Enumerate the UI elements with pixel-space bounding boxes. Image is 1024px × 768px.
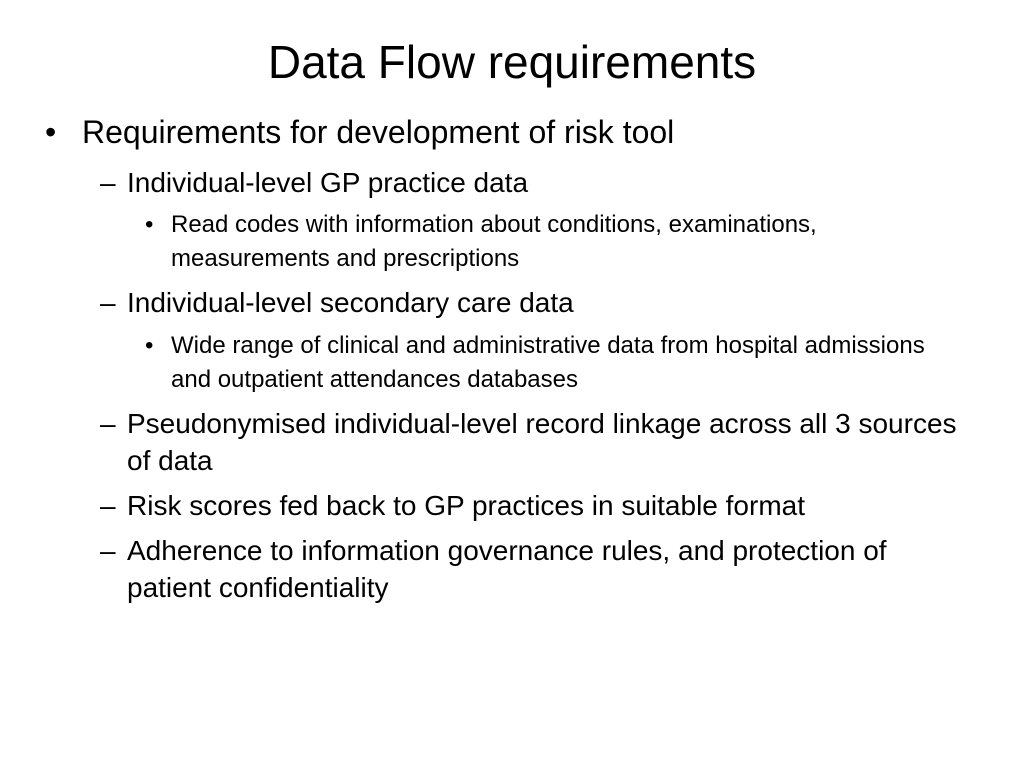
slide-title: Data Flow requirements — [267, 36, 757, 88]
outline-item-level-2 — [100, 405, 1024, 479]
outline-item-text: Risk scores fed back to GP practices in suitable format — [127, 489, 805, 521]
dash-marker: – — [100, 407, 116, 439]
outline-item-level-3 — [145, 208, 1024, 276]
outline-item-level-2 — [100, 284, 1024, 321]
outline-item-text: Adherence to information governance rules, and protection of patient confidentiality — [127, 534, 887, 603]
outline-item-level-2 — [100, 164, 1024, 201]
bullet-marker: • — [145, 211, 154, 238]
dash-marker: – — [100, 166, 116, 198]
outline-item-level-2 — [100, 532, 1024, 606]
bullet-marker: • — [145, 331, 154, 359]
dash-marker: – — [100, 534, 116, 566]
outline-item-text: Read codes with information about conditions, examinations, measurements and prescriptions — [171, 211, 817, 272]
outline-item-level-1 — [45, 112, 1024, 152]
outline-list — [0, 112, 1024, 606]
outline-item-level-2 — [100, 487, 1024, 524]
outline-item-text: Requirements for development of risk tool — [82, 114, 675, 150]
dash-marker: – — [100, 287, 116, 318]
dash-marker: – — [100, 489, 116, 521]
bullet-marker: • — [45, 114, 57, 150]
outline-item-text: Individual-level GP practice data — [127, 166, 529, 198]
outline-item-text: Individual-level secondary care data — [127, 287, 574, 318]
outline-item-level-3 — [145, 329, 1024, 397]
outline-item-text: Wide range of clinical and administrative data from hospital admissions and outpatient attendances databases — [171, 331, 925, 393]
outline-item-text: Pseudonymised individual-level record linkage across all 3 sources of data — [127, 407, 957, 476]
